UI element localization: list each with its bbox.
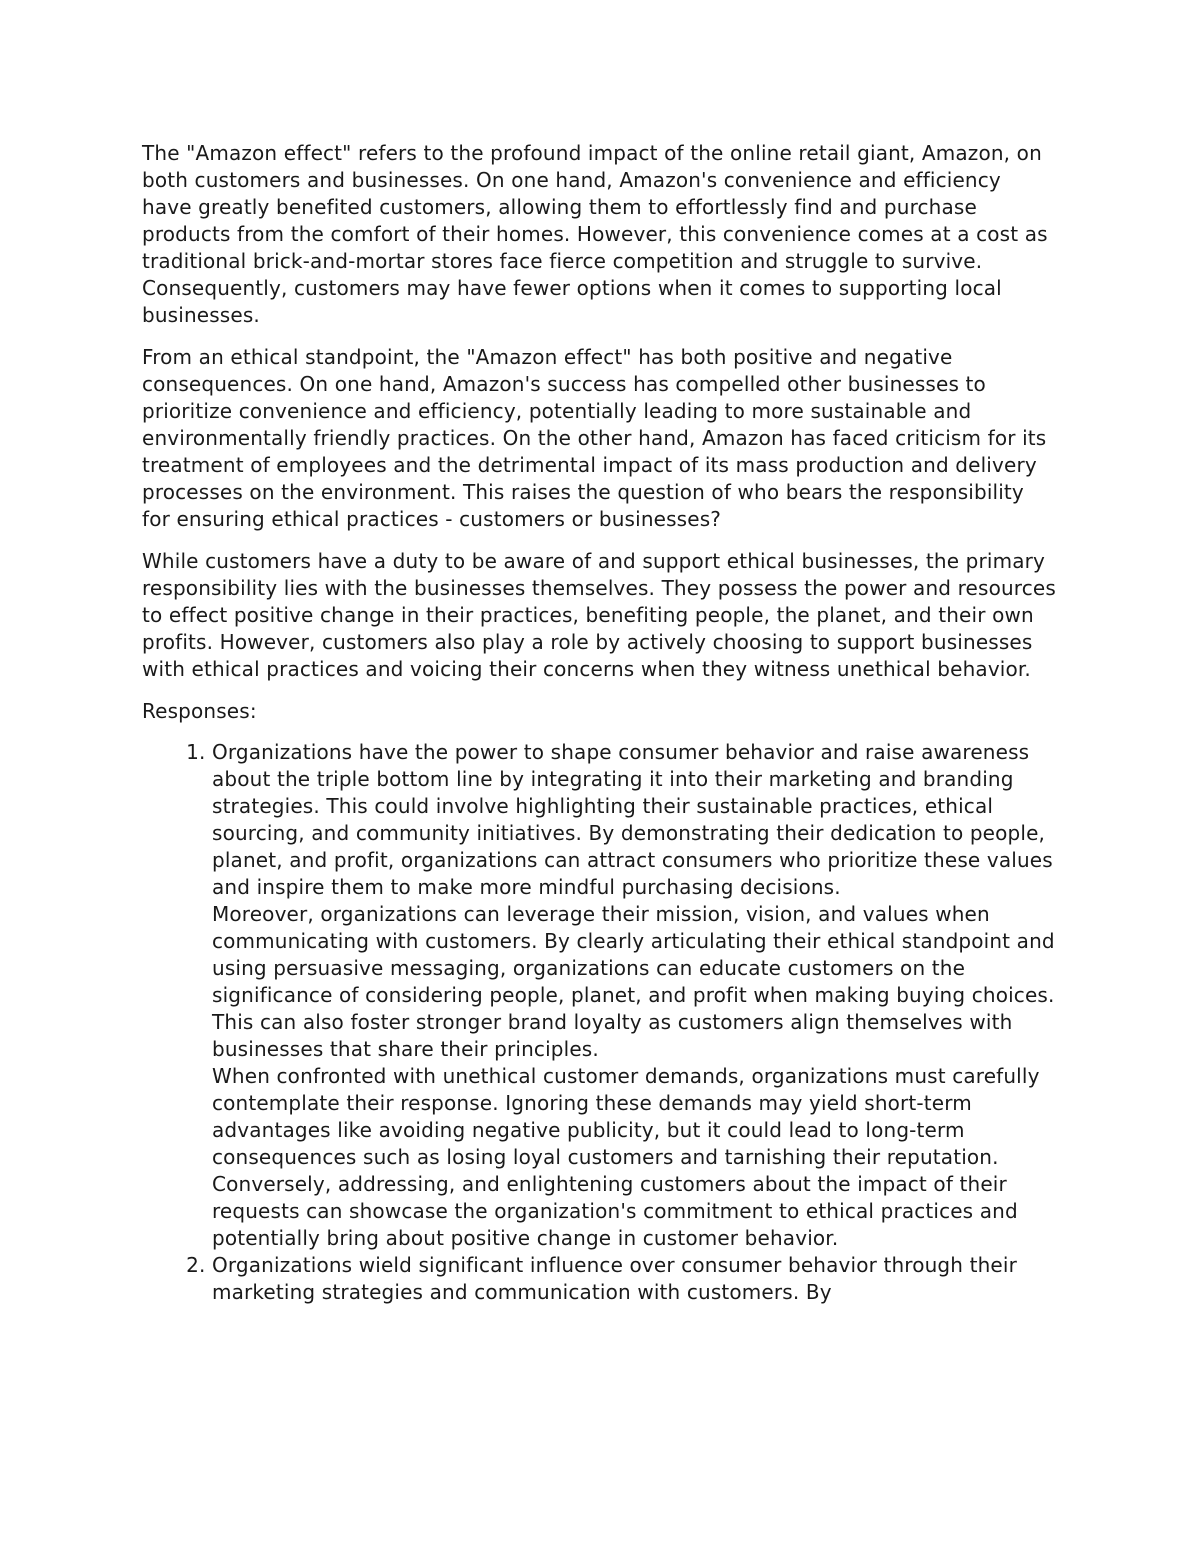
responses-heading: Responses: bbox=[142, 699, 257, 723]
responses-list bbox=[142, 739, 1057, 1306]
paragraph-ethical-standpoint: From an ethical standpoint, the "Amazon effect" has both positive and negative consequences. On one hand, Amazon's success has compelled other businesses to prioritize convenience and efficiency, potentially leading to more sustainable and environmentally friendly practices. On the other hand, Amazon has faced criticism for its treatment of employees and the detrimental impact of its mass production and delivery processes on the environment. This raises the question of who bears the responsibility for ensuring ethical practices - customers or businesses? bbox=[142, 345, 1047, 531]
response-2-part-1: 2. Organizations wield significant influence over consumer behavior through their marketing strategies and communication with customers. By bbox=[212, 1253, 1017, 1304]
paragraph-responsibility: While customers have a duty to be aware of and support ethical businesses, the primary responsibility lies with the businesses themselves. They possess the power and resources to effect positive change in their practices, benefiting people, the planet, and their own profits. However, customers also play a role by actively choosing to support businesses with ethical practices and voicing their concerns when they witness unethical behavior. bbox=[142, 549, 1056, 681]
list-item bbox=[212, 739, 1057, 1252]
response-1-part-3: When confronted with unethical customer demands, organizations must carefully contemplate their response. Ignoring these demands may yield short-term advantages like avoiding negative publicity, but it could lead to long-term consequences such as losing loyal customers and tarnishing their reputation. Conversely, addressing, and enlightening customers about the impact of their requests can showcase the organization's commitment to ethical practices and potentially bring about positive change in customer behavior. bbox=[212, 1064, 1040, 1250]
response-1-part-1: 1. Organizations have the power to shape consumer behavior and raise awareness about the triple bottom line by integrating it into their marketing and branding strategies. This could involve highlighting their sustainable practices, ethical sourcing, and community initiatives. By demonstrating their dedication to people, planet, and profit, organizations can attract consumers who prioritize these values and inspire them to make more mindful purchasing decisions. bbox=[212, 740, 1053, 899]
document-page bbox=[142, 140, 1057, 1306]
paragraph-amazon-effect: The "Amazon effect" refers to the profound impact of the online retail giant, Amazon, on both customers and businesses. On one hand, Amazon's convenience and efficiency have greatly benefited customers, allowing them to effortlessly find and purchase products from the comfort of their homes. However, this convenience comes at a cost as traditional brick-and-mortar stores face fierce competition and struggle to survive. Consequently, customers may have fewer options when it comes to supporting local businesses. bbox=[142, 141, 1048, 327]
response-1-part-2: Moreover, organizations can leverage their mission, vision, and values when communicating with customers. By clearly articulating their ethical standpoint and using persuasive messaging, organizations can educate customers on the significance of considering people, planet, and profit when making buying choices. This can also foster stronger brand loyalty as customers align themselves with businesses that share their principles. bbox=[212, 902, 1055, 1061]
list-item bbox=[212, 1252, 1057, 1306]
